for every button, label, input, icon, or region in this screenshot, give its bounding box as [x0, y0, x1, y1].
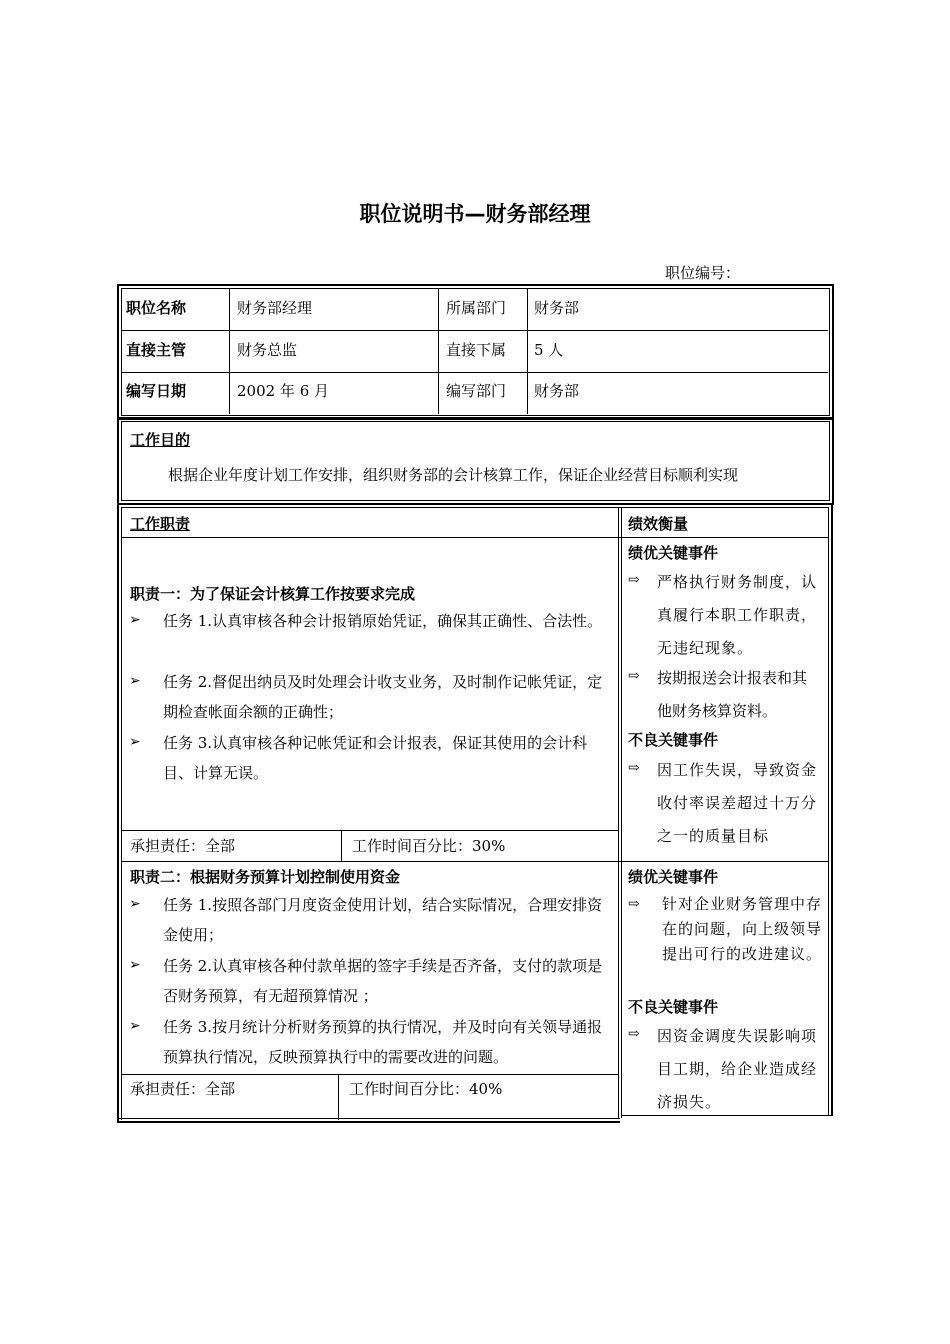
author-dept-value: 财务部: [534, 382, 580, 400]
arrow-right-icon: ⇨: [628, 896, 640, 912]
name-value: 财务部经理: [237, 299, 313, 317]
arrow-right-icon: ⇨: [628, 1026, 640, 1042]
bullet-arrow-icon: ➢: [129, 734, 141, 750]
perf2-bad-heading: 不良关键事件: [628, 998, 719, 1016]
duty2-task1: 任务 1.按照各部门月度资金使用计划，结合实际情况，合理安排资金使用；: [163, 896, 603, 944]
bullet-arrow-icon: ➢: [129, 957, 141, 973]
author-dept-label: 编写部门: [446, 382, 507, 400]
duty1-task2: 任务 2.督促出纳员及时处理会计收支业务，及时制作记帐凭证，定期检查帐面余额的正确性；: [163, 673, 603, 721]
perf1-good2: 按期报送会计报表和其他财务核算资料。: [657, 669, 808, 720]
supervisor-label: 直接主管: [126, 341, 187, 359]
page-title: 职位说明书—财务部经理: [359, 202, 591, 226]
position-number-label: 职位编号：: [665, 264, 741, 282]
duties-header: 工作职责: [130, 515, 191, 533]
duty1-task1: 任务 1.认真审核各种会计报销原始凭证，确保其正确性、合法性。: [163, 612, 603, 630]
perf2-good-heading: 绩优关键事件: [628, 868, 719, 886]
duty2-time: 工作时间百分比：40%: [349, 1080, 503, 1098]
dept-label: 所属部门: [446, 299, 507, 317]
perf1-good-heading: 绩优关键事件: [628, 544, 719, 562]
duty2-title: 职责二：根据财务预算计划控制使用资金: [130, 868, 401, 886]
purpose-heading: 工作目的: [130, 431, 191, 449]
bullet-arrow-icon: ➢: [129, 1018, 141, 1034]
arrow-right-icon: ⇨: [628, 668, 640, 684]
duty2-task3: 任务 3.按月统计分析财务预算的执行情况，并及时向有关领导通报预算执行情况，反映预算执行中的需要改进的问题。: [163, 1018, 603, 1066]
purpose-text: 根据企业年度计划工作安排，组织财务部的会计核算工作，保证企业经营目标顺利实现: [168, 466, 739, 484]
dept-value: 财务部: [534, 299, 580, 317]
arrow-right-icon: ⇨: [628, 572, 640, 588]
perf1-bad1: 因工作失误，导致资金收付率误差超过十万分之一的质量目标: [657, 761, 818, 845]
duty1-responsibility: 承担责任：全部: [130, 837, 236, 855]
subordinates-label: 直接下属: [446, 341, 507, 359]
name-label: 职位名称: [126, 299, 187, 317]
duty2-responsibility: 承担责任：全部: [130, 1080, 236, 1098]
date-label: 编写日期: [126, 382, 187, 400]
duty1-time: 工作时间百分比：30%: [352, 837, 506, 855]
arrow-right-icon: ⇨: [628, 760, 640, 776]
bullet-arrow-icon: ➢: [129, 896, 141, 912]
date-value: 2002 年 6 月: [237, 382, 330, 400]
duty2-task2: 任务 2.认真审核各种付款单据的签字手续是否齐备，支付的款项是否财务预算，有无超预算情况 ；: [163, 957, 603, 1005]
perf2-good1: 针对企业财务管理中存在的问题，向上级领导提出可行的改进建议。: [662, 895, 823, 963]
perf2-bad1: 因资金调度失误影响项目工期，给企业造成经济损失。: [657, 1027, 818, 1111]
supervisor-value: 财务总监: [237, 341, 298, 359]
duty1-title: 职责一：为了保证会计核算工作按要求完成: [130, 585, 416, 603]
bullet-arrow-icon: ➢: [129, 612, 141, 628]
subordinates-value: 5 人: [534, 341, 564, 359]
duty1-task3: 任务 3.认真审核各种记帐凭证和会计报表，保证其使用的会计科目、计算无误。: [163, 734, 588, 782]
bullet-arrow-icon: ➢: [129, 673, 141, 689]
perf-header: 绩效衡量: [628, 515, 689, 533]
perf1-bad-heading: 不良关键事件: [628, 731, 719, 749]
perf1-good1: 严格执行财务制度，认真履行本职工作职责，无违纪现象。: [657, 573, 818, 657]
